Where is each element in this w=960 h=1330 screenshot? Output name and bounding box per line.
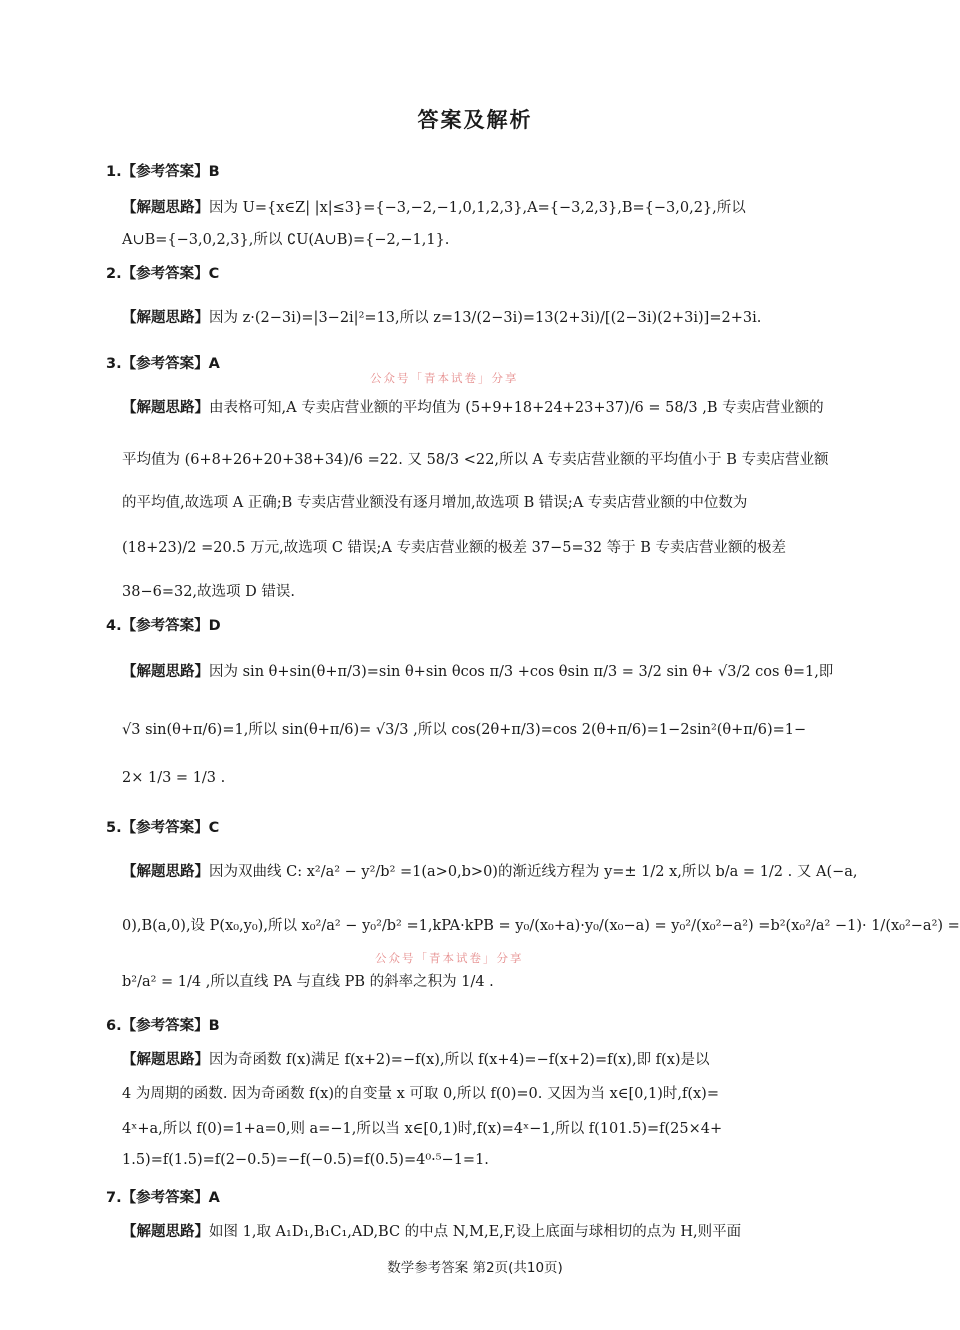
answer-head-6: 6.【参考答案】B — [106, 1018, 220, 1034]
solution-line: 1.5)=f(1.5)=f(2−0.5)=−f(−0.5)=f(0.5)=4⁰·⁵−1=1. — [122, 1152, 489, 1168]
solution-line: 【解题思路】因为双曲线 C: x²/a² − y²/b² =1(a>0,b>0)的渐近线方程为 y=± 1/2 x,所以 b/a = 1/2 . 又 A(−a, — [122, 864, 858, 880]
solution-line: 4ˣ+a,所以 f(0)=1+a=0,则 a=−1,所以当 x∈[0,1)时,f(x)=4ˣ−1,所以 f(101.5)=f(25×4+ — [122, 1121, 723, 1137]
solution-line: 4 为周期的函数. 因为奇函数 f(x)的自变量 x 可取 0,所以 f(0)=0. 又因为当 x∈[0,1)时,f(x)= — [122, 1086, 719, 1102]
watermark: 公众号「青本试卷」分享 — [375, 951, 524, 965]
solution-line: 【解题思路】因为 U={x∈Z| |x|≤3}={−3,−2,−1,0,1,2,3},A={−3,2,3},B={−3,0,2},所以 — [122, 200, 746, 216]
solution-line: 的平均值,故选项 A 正确;B 专卖店营业额没有逐月增加,故选项 B 错误;A 专卖店营业额的中位数为 — [122, 495, 748, 511]
solution-line: (18+23)/2 =20.5 万元,故选项 C 错误;A 专卖店营业额的极差 37−5=32 等于 B 专卖店营业额的极差 — [122, 540, 787, 556]
answer-head-7: 7.【参考答案】A — [106, 1190, 220, 1206]
solution-line: 0),B(a,0),设 P(x₀,y₀),所以 x₀²/a² − y₀²/b² =1,kPA·kPB = y₀/(x₀+a)·y₀/(x₀−a) = y₀²/(x₀²−a²) =b²(x₀²/a² −1)· 1/(x₀²−a²) = — [122, 918, 960, 934]
answer-head-3: 3.【参考答案】A — [106, 356, 220, 372]
page-title: 答案及解析 — [417, 108, 533, 132]
answer-head-1: 1.【参考答案】B — [106, 164, 220, 180]
solution-line: b²/a² = 1/4 ,所以直线 PA 与直线 PB 的斜率之积为 1/4 . — [122, 974, 494, 990]
solution-line: A∪B={−3,0,2,3},所以 ∁U(A∪B)={−2,−1,1}. — [122, 232, 450, 248]
page-footer: 数学参考答案 第2页(共10页) — [387, 1260, 563, 1276]
solution-line: 平均值为 (6+8+26+20+38+34)/6 =22. 又 58/3 <22,所以 A 专卖店营业额的平均值小于 B 专卖店营业额 — [122, 452, 829, 468]
solution-line: 【解题思路】如图 1,取 A₁D₁,B₁C₁,AD,BC 的中点 N,M,E,F,设上底面与球相切的点为 H,则平面 — [122, 1224, 742, 1240]
solution-line: 【解题思路】因为 z·(2−3i)=|3−2i|²=13,所以 z=13/(2−3i)=13(2+3i)/[(2−3i)(2+3i)]=2+3i. — [122, 310, 762, 326]
watermark: 公众号「青本试卷」分享 — [370, 371, 519, 385]
solution-line: 【解题思路】由表格可知,A 专卖店营业额的平均值为 (5+9+18+24+23+37)/6 = 58/3 ,B 专卖店营业额的 — [122, 400, 824, 416]
answer-head-5: 5.【参考答案】C — [106, 820, 220, 836]
answer-head-4: 4.【参考答案】D — [106, 618, 221, 634]
solution-line: √3 sin(θ+π/6)=1,所以 sin(θ+π/6)= √3/3 ,所以 cos(2θ+π/3)=cos 2(θ+π/6)=1−2sin²(θ+π/6)=1− — [122, 722, 807, 738]
solution-line: 2× 1/3 = 1/3 . — [122, 770, 226, 786]
solution-line: 【解题思路】因为奇函数 f(x)满足 f(x+2)=−f(x),所以 f(x+4)=−f(x+2)=f(x),即 f(x)是以 — [122, 1052, 710, 1068]
solution-line: 38−6=32,故选项 D 错误. — [122, 584, 295, 600]
answer-head-2: 2.【参考答案】C — [106, 266, 220, 282]
solution-line: 【解题思路】因为 sin θ+sin(θ+π/3)=sin θ+sin θcos π/3 +cos θsin π/3 = 3/2 sin θ+ √3/2 cos θ=1,即 — [122, 664, 834, 680]
